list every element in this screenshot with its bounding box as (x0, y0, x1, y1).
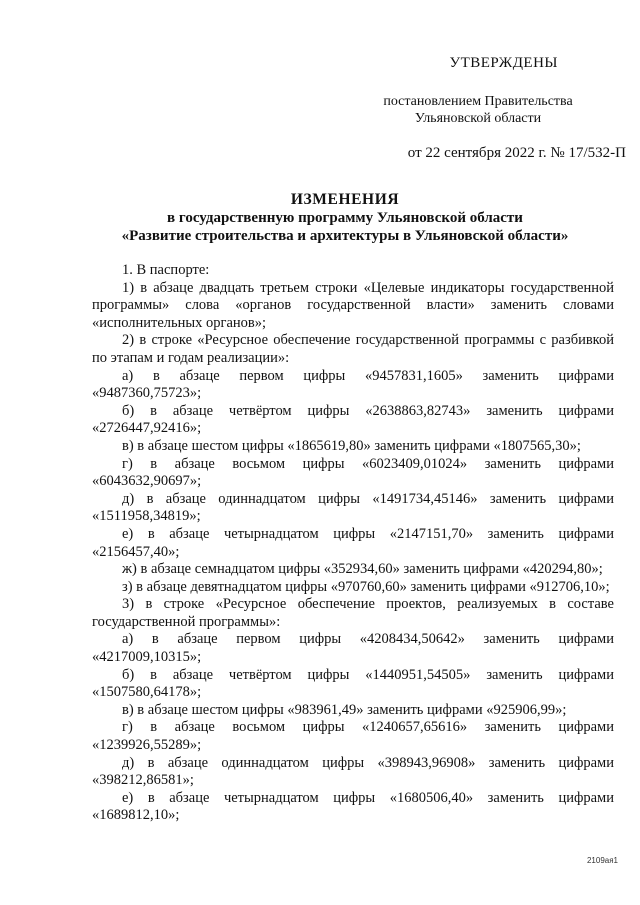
paragraph: ж) в абзаце семнадцатом цифры «352934,60» заменить цифрами «420294,80»; (122, 561, 603, 578)
paragraph: а) в абзаце первом цифры «4208434,50642» заменить цифрами «4217009,10315»; (92, 631, 614, 666)
paragraph: а) в абзаце первом цифры «9457831,1605» заменить цифрами «9487360,75723»; (92, 367, 614, 402)
decree-line-1: постановлением Правительства (383, 94, 573, 109)
paragraph: в) в абзаце шестом цифры «983961,49» заменить цифрами «925906,99»; (122, 701, 567, 718)
footer-code: 2109ая1 (586, 856, 618, 865)
paragraph: б) в абзаце четвёртом цифры «1440951,54505» заменить цифрами «1507580,64178»; (92, 666, 614, 701)
paragraph: 2) в строке «Ресурсное обеспечение государственной программы с разбивкой по этапам и годам реализации»: (92, 332, 614, 366)
paragraph: 1) в абзаце двадцать третьем строки «Целевые индикаторы государственной программы» слова «органов государственной власти» заменить словами «исполнительных органов»; (92, 279, 614, 331)
title-main: ИЗМЕНЕНИЯ (290, 191, 400, 208)
decree-reference (348, 93, 608, 127)
approved-label: УТВЕРЖДЕНЫ (449, 55, 558, 71)
paragraph: в) в абзаце шестом цифры «1865619,80» заменить цифрами «1807565,30»; (122, 437, 581, 454)
title-line-3: «Развитие строительства и архитектуры в Ульяновской области» (121, 228, 569, 244)
paragraph: г) в абзаце восьмом цифры «6023409,01024» заменить цифрами «6043632,90697»; (92, 455, 614, 490)
paragraph: д) в абзаце одиннадцатом цифры «398943,96908» заменить цифрами «398212,86581»; (92, 754, 614, 789)
document-title (90, 191, 600, 245)
decree-line-2: Ульяновской области (414, 111, 542, 126)
document-body (92, 262, 614, 825)
title-line-2: в государственную программу Ульяновской области (167, 210, 523, 226)
paragraph: г) в абзаце восьмом цифры «1240657,65616» заменить цифрами «1239926,55289»; (92, 719, 614, 754)
paragraph: з) в абзаце девятнадцатом цифры «970760,60» заменить цифрами «912706,10»; (122, 578, 610, 595)
paragraph: е) в абзаце четырнадцатом цифры «1680506,40» заменить цифрами «1689812,10»; (92, 789, 614, 824)
decree-date: от 22 сентября 2022 г. № 17/532-П (407, 145, 626, 161)
paragraph: 3) в строке «Ресурсное обеспечение проектов, реализуемых в составе государственной программы»: (92, 596, 614, 630)
paragraph: е) в абзаце четырнадцатом цифры «2147151,70» заменить цифрами «2156457,40»; (92, 525, 614, 560)
paragraph: д) в абзаце одиннадцатом цифры «1491734,45146» заменить цифрами «1511958,34819»; (92, 490, 614, 525)
paragraph: б) в абзаце четвёртом цифры «2638863,82743» заменить цифрами «2726447,92416»; (92, 402, 614, 437)
paragraph: 1. В паспорте: (122, 262, 210, 278)
